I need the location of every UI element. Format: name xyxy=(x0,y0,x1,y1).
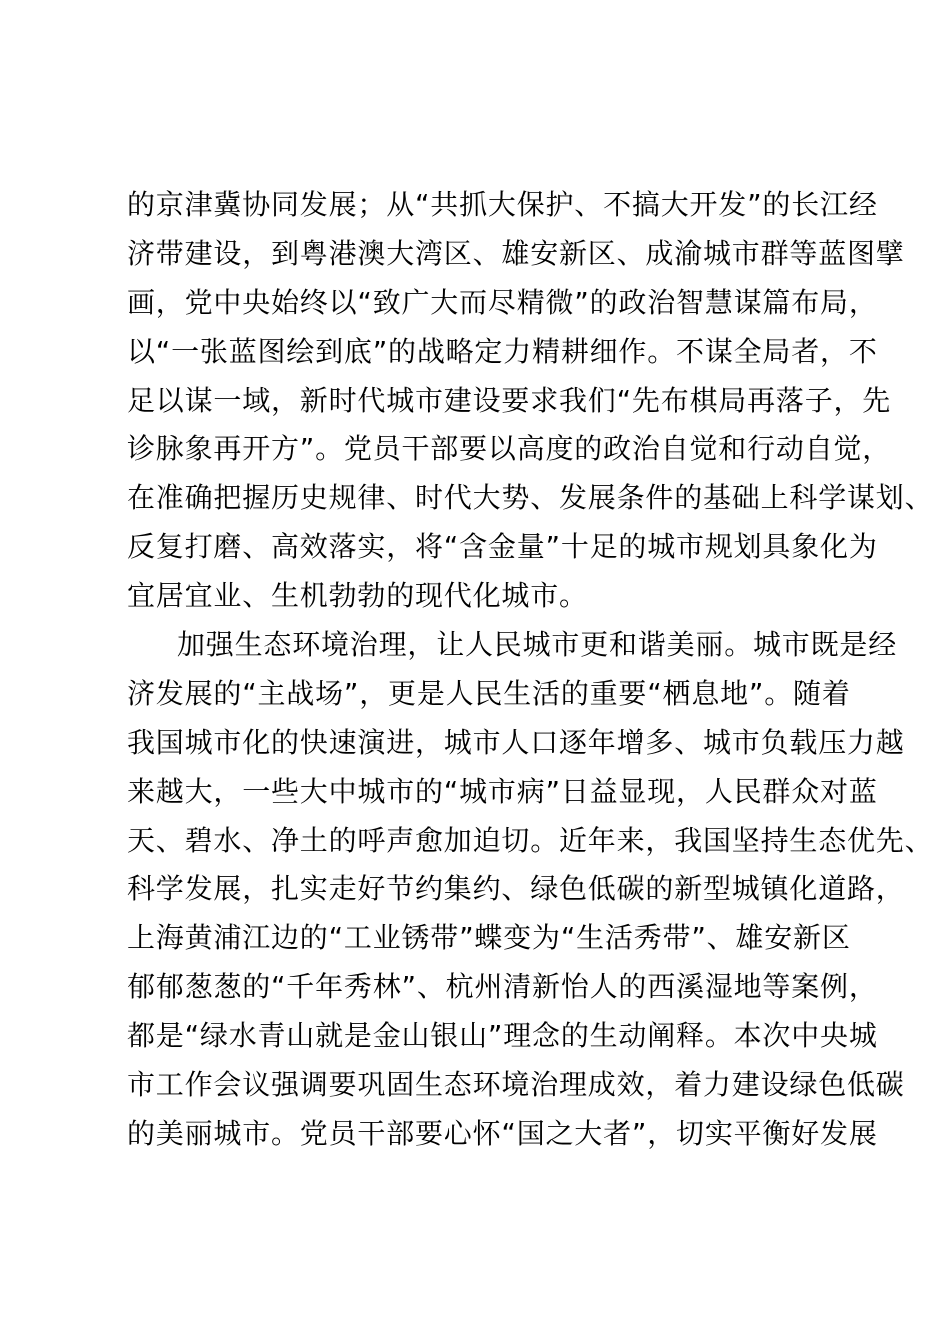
paragraph-line: 科学发展，扎实走好节约集约、绿色低碳的新型城镇化道路， xyxy=(127,872,905,906)
paragraph-line: 济带建设，到粤港澳大湾区、雄安新区、成渝城市群等蓝图擘 xyxy=(127,236,905,270)
paragraph-line: 上海黄浦江边的“工业锈带”蝶变为“生活秀带”、雄安新区 xyxy=(127,921,851,955)
paragraph-line: 郁郁葱葱的“千年秀林”、杭州清新怡人的西溪湿地等案例， xyxy=(127,970,878,1004)
paragraph-line: 的京津冀协同发展；从“共抓大保护、不搞大开发”的长江经 xyxy=(127,188,878,221)
paragraph-line: 在准确把握历史规律、时代大势、发展条件的基础上科学谋划、 xyxy=(127,481,934,515)
paragraph-line: 以“一张蓝图绘到底”的战略定力精耕细作。不谋全局者，不 xyxy=(127,334,878,368)
paragraph-line: 来越大，一些大中城市的“城市病”日益显现，人民群众对蓝 xyxy=(127,774,878,808)
paragraph-line: 宜居宜业、生机勃勃的现代化城市。 xyxy=(127,579,588,613)
paragraph-line: 天、碧水、净土的呼声愈加迫切。近年来，我国坚持生态优先、 xyxy=(127,823,934,857)
paragraph-1 xyxy=(127,181,934,621)
paragraph-line: 画，党中央始终以“致广大而尽精微”的政治智慧谋篇布局， xyxy=(127,285,878,319)
paragraph-line: 足以谋一域，新时代城市建设要求我们“先布棋局再落子，先 xyxy=(127,383,892,417)
paragraph-line: 的美丽城市。党员干部要心怀“国之大者”，切实平衡好发展 xyxy=(127,1116,878,1150)
paragraph-line: 市工作会议强调要巩固生态环境治理成效，着力建设绿色低碳 xyxy=(127,1068,905,1102)
body-text xyxy=(127,181,934,1159)
paragraph-line: 加强生态环境治理，让人民城市更和谐美丽。城市既是经 xyxy=(177,628,898,662)
paragraph-2 xyxy=(127,621,934,1159)
paragraph-line: 都是“绿水青山就是金山银山”理念的生动阐释。本次中央城 xyxy=(127,1019,878,1053)
paragraph-line: 济发展的“主战场”，更是人民生活的重要“栖息地”。随着 xyxy=(127,676,851,710)
paragraph-line: 我国城市化的快速演进，城市人口逐年增多、城市负载压力越 xyxy=(127,725,905,759)
paragraph-line: 诊脉象再开方”。党员干部要以高度的政治自觉和行动自觉， xyxy=(127,432,892,466)
paragraph-line: 反复打磨、高效落实，将“含金量”十足的城市规划具象化为 xyxy=(127,530,878,564)
